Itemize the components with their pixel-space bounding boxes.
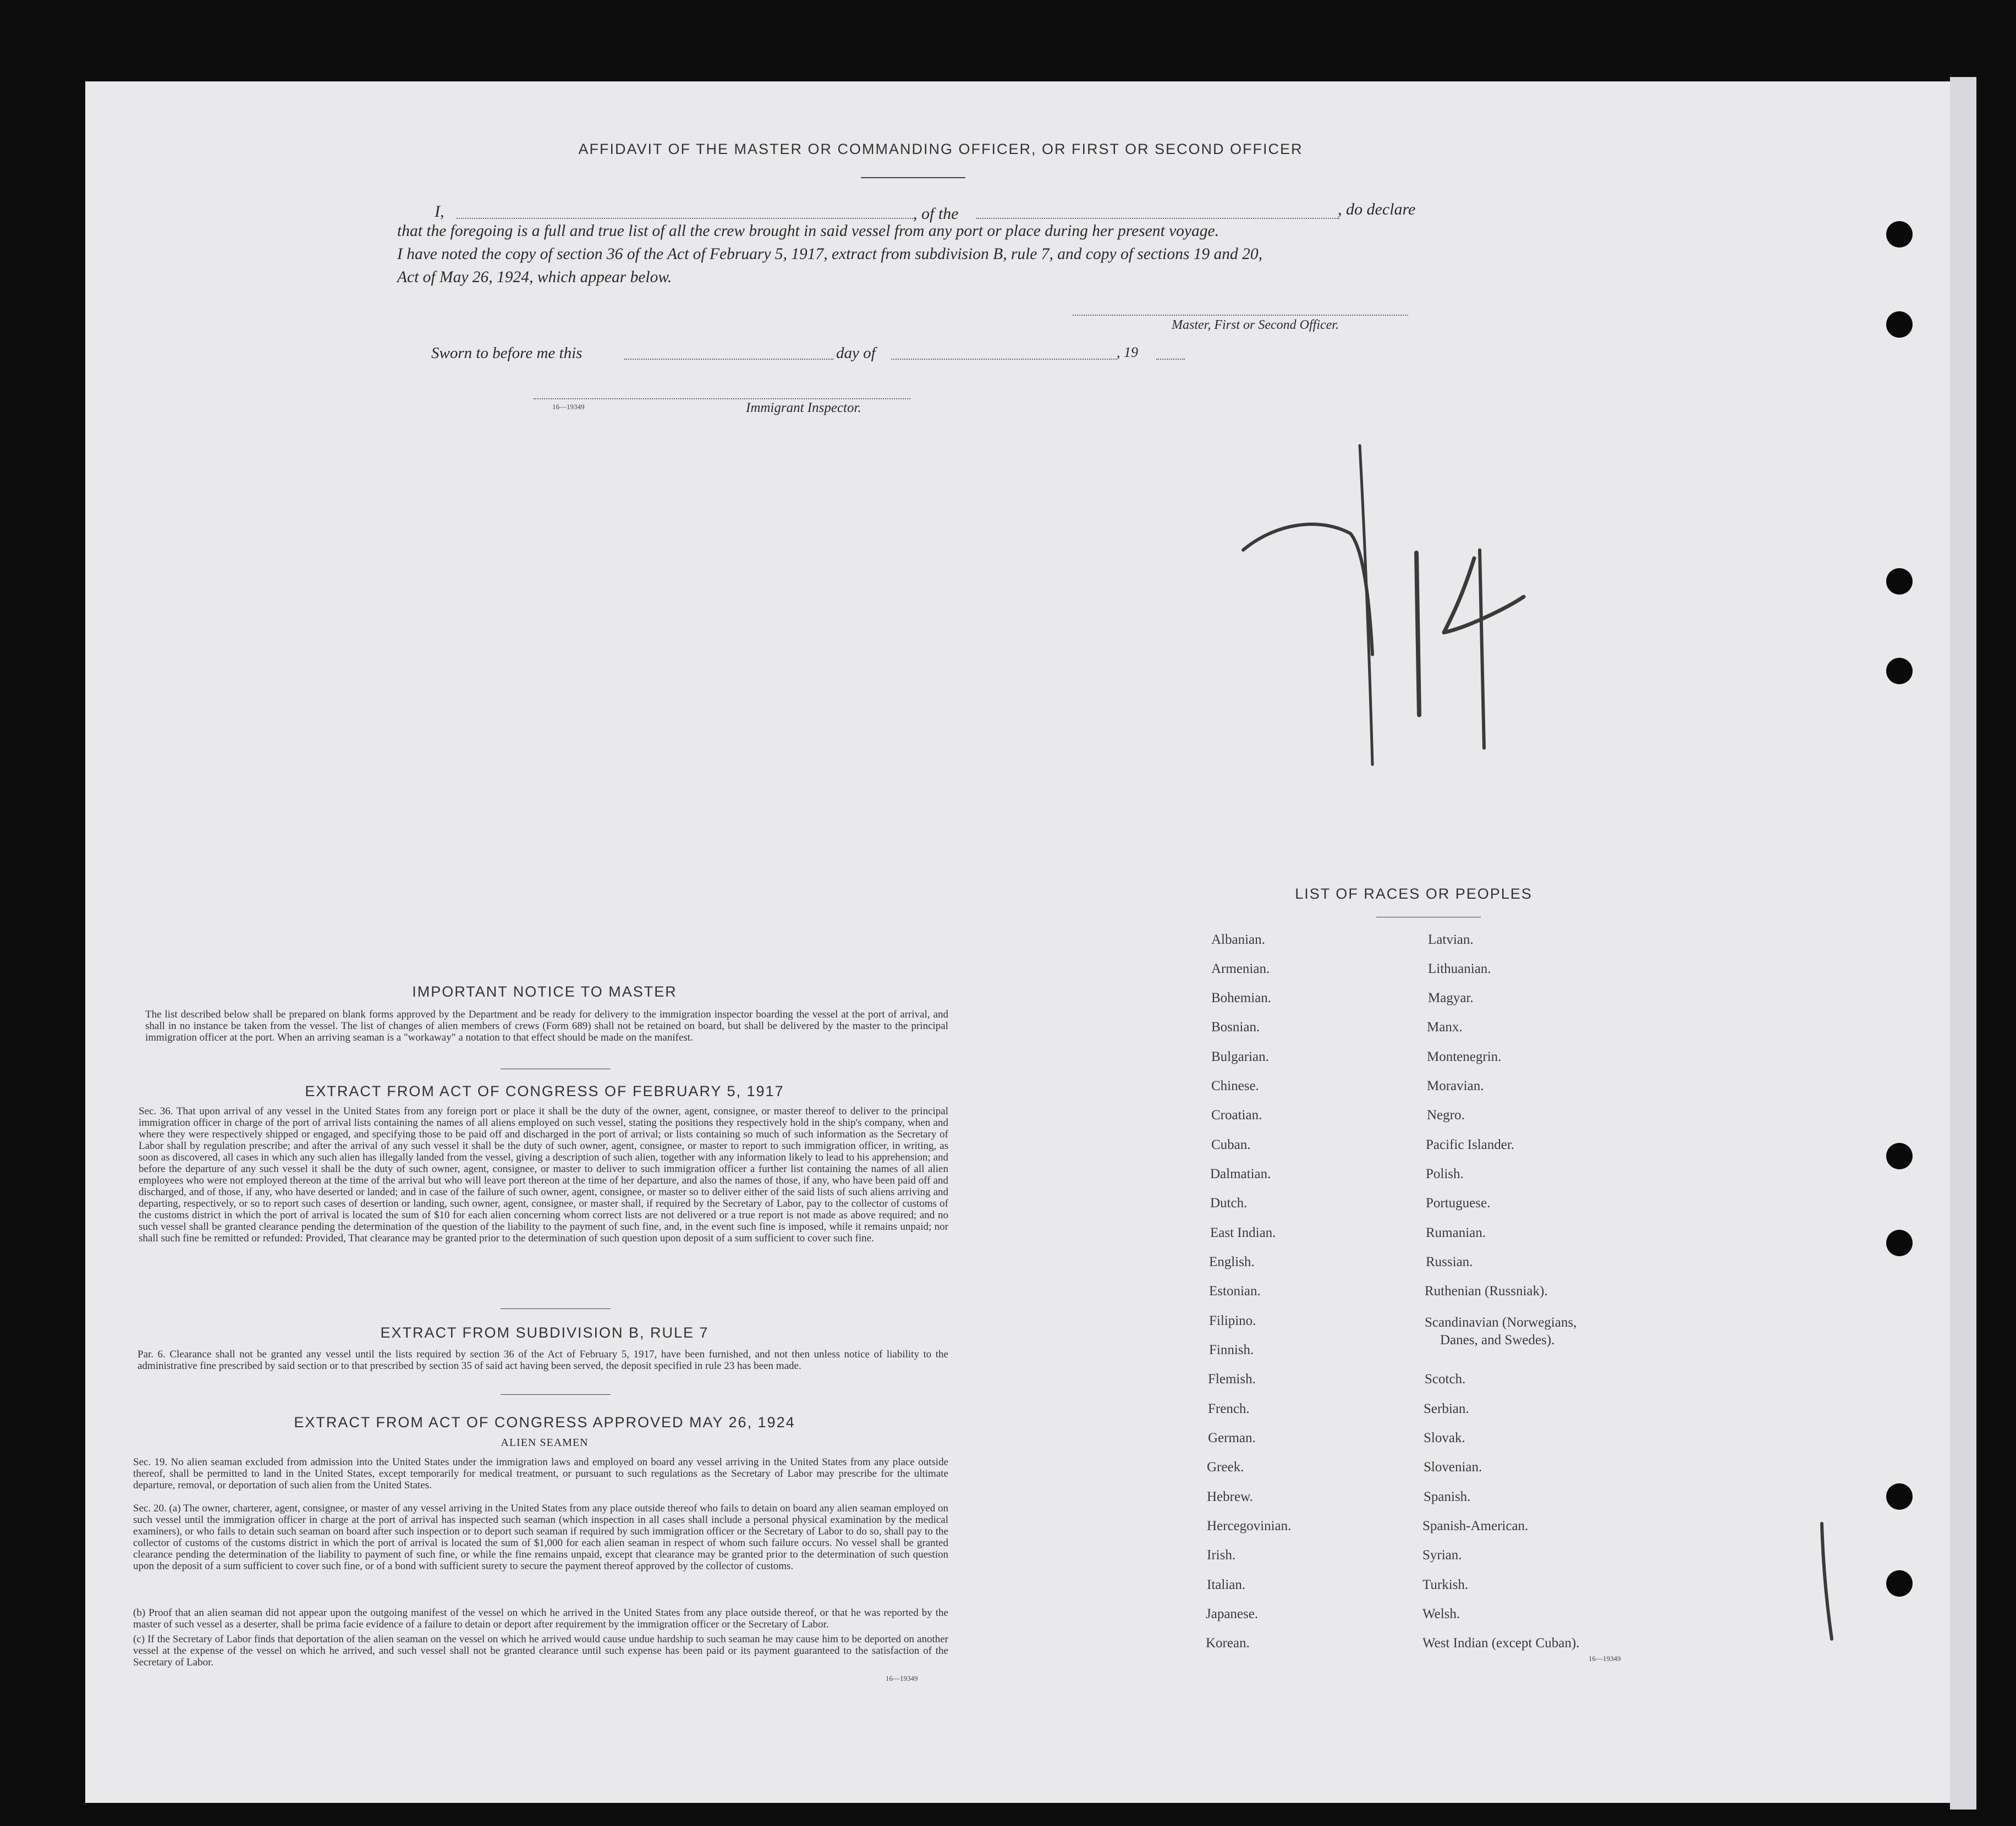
affidavit-line-4: Act of May 26, 1924, which appear below.	[397, 268, 672, 286]
race-left: Dalmatian.	[1210, 1167, 1271, 1181]
race-left: Armenian.	[1211, 961, 1270, 976]
affidavit-declare: , do declare	[1338, 200, 1416, 218]
race-right: Syrian.	[1422, 1548, 1462, 1563]
affidavit-line-2: that the foregoing is a full and true list of all the crew brought in said vessel from any port or place during her present voyage.	[397, 222, 1219, 240]
extract-1924-title: EXTRACT FROM ACT OF CONGRESS APPROVED MAY 26, 1924	[294, 1414, 795, 1431]
race-right: Negro.	[1427, 1108, 1465, 1123]
race-left: English.	[1209, 1255, 1255, 1269]
race-right: Spanish.	[1424, 1489, 1471, 1504]
race-left: German.	[1208, 1431, 1256, 1445]
race-left: Hebrew.	[1207, 1489, 1253, 1504]
race-right: Latvian.	[1428, 932, 1474, 947]
extract-1917-title: EXTRACT FROM ACT OF CONGRESS OF FEBRUARY 5, 1917	[305, 1083, 784, 1099]
name-blank	[457, 218, 913, 219]
race-left: Estonian.	[1209, 1284, 1261, 1299]
binder-hole	[1886, 221, 1913, 248]
race-left: Irish.	[1207, 1548, 1236, 1563]
race-left: Hercegovinian.	[1207, 1519, 1292, 1533]
notice-text: The list described below shall be prepared on blank forms approved by the Department and be ready for delivery to the immigration inspector boarding the vessel at the port of arrival, and shall in no instance be taken from the vessel. The list of changes of alien members of crews (Form 689) shall not be retained on board, but shall be delivered by the master to the principal immigration officer at the port. When an arriving seaman is a "workaway" a notation to that effect should be made on the manifest.	[145, 1009, 948, 1043]
race-right: Pacific Islander.	[1426, 1137, 1515, 1152]
race-right: Spanish-American.	[1422, 1519, 1529, 1533]
binder-hole	[1886, 1230, 1913, 1256]
vessel-blank	[976, 218, 1339, 219]
sworn-month-blank	[891, 359, 1117, 360]
race-right: Portuguese.	[1426, 1196, 1491, 1211]
sec-19-text: Sec. 19. No alien seaman excluded from admission into the United States under the immigration laws and employed on board any vessel arriving in the United States from any place outside thereof, shall be permitted to land in the United States, except temporarily for medical treatment, or pursuant to such regulations as the Secretary of Labor may prescribe for the ultimate departure, removal, or deportation of such alien from the United States.	[133, 1456, 948, 1491]
race-right: Montenegrin.	[1427, 1049, 1502, 1064]
alien-seamen-subtitle: ALIEN SEAMEN	[501, 1437, 589, 1449]
race-left: Finnish.	[1209, 1343, 1254, 1357]
race-left: Bulgarian.	[1211, 1049, 1269, 1064]
race-left: Italian.	[1207, 1577, 1246, 1592]
binder-hole	[1886, 311, 1913, 338]
sworn-year-blank	[1156, 359, 1185, 360]
race-right: Slovenian.	[1424, 1460, 1482, 1475]
race-right: Russian.	[1426, 1255, 1473, 1269]
affidavit-title: AFFIDAVIT OF THE MASTER OR COMMANDING OFFICER, OR FIRST OR SECOND OFFICER	[578, 141, 1303, 157]
race-left: East Indian.	[1210, 1225, 1276, 1240]
race-left: Bohemian.	[1211, 991, 1272, 1005]
handwritten-stroke	[1810, 1518, 1843, 1645]
binder-hole	[1886, 658, 1913, 684]
notice-title: IMPORTANT NOTICE TO MASTER	[412, 983, 677, 1000]
race-right: Turkish.	[1422, 1577, 1469, 1592]
binder-hole	[1886, 1483, 1913, 1510]
title-rule	[861, 177, 965, 178]
subdivision-b-text: Par. 6. Clearance shall not be granted any vessel until the lists required by section 36 of the Act of February 5, 1917, have been furnished, and not then unless notice of liability to the administrative fine prescribed by said section or to that prescribed by section 35 of said act having been served, the deposit specified in rule 23 has been made.	[138, 1349, 948, 1372]
race-right: Lithuanian.	[1428, 961, 1491, 976]
race-right: Welsh.	[1422, 1607, 1460, 1621]
race-left: Bosnian.	[1211, 1020, 1260, 1035]
handwritten-mark-7-14	[1232, 440, 1540, 781]
form-number-bottom-left: 16—19349	[886, 1674, 918, 1682]
race-left: Greek.	[1207, 1460, 1244, 1475]
master-label: Master, First or Second Officer.	[1172, 318, 1339, 332]
section-rule	[501, 1308, 611, 1309]
race-left: Cuban.	[1211, 1137, 1251, 1152]
race-right: Rumanian.	[1426, 1225, 1486, 1240]
race-left: Flemish.	[1208, 1372, 1256, 1387]
inspector-label: Immigrant Inspector.	[746, 400, 861, 415]
race-right: Manx.	[1427, 1020, 1463, 1035]
extract-1917-text: Sec. 36. That upon arrival of any vessel in the United States from any foreign port or place it shall be the duty of the owner, agent, consignee, or master thereof to deliver to the principal immigration officer in charge of the port of arrival lists containing the names of all aliens employed on such vessel, stating the positions they respectively hold in the ship's company, when and where they were respectively shipped or engaged, and specifying those to be paid off and discharged in the port of arrival; or lists containing so much of such information as the Secretary of Labor shall by regulation prescribe; and after the arrival of any such vessel it shall be the duty of such owner, agent, consignee, or master to report to such immigration officer, in writing, as soon as discovered, all cases in which any such alien has illegally landed from the vessel, giving a description of such alien, together with any information likely to lead to his apprehension; and before the departure of any such vessel it shall be the duty of such owner, agent, consignee, or master to deliver to such immigration officer a further list containing the names of all alien employees who were not employed thereon at the time of the arrival but who will leave port thereon at the time of her departure, and also the names of those, if any, who have been paid off and discharged, and of those, if any, who have deserted or landed; and in case of the failure of such owner, agent, consignee, or master so to deliver either of the said lists of such aliens arriving and departing, respectively, or so to report such cases of desertion or landing, such owner, agent, consignee, or master shall, if required by the Secretary of Labor, pay to the collector of customs of the customs district in which the port of arrival is located the sum of $10 for each alien concerning whom correct lists are not delivered or a true report is not made as above required; and no such vessel shall be granted clearance pending the determination of the question of the liability to the payment of such fine, and, in the event such fine is imposed, while it remains unpaid; nor shall such fine be remitted or refunded: Provided, That clearance may be granted prior to the determination of such question upon deposit of a sum sufficient to cover such fine.	[139, 1106, 948, 1244]
race-right: Moravian.	[1427, 1079, 1484, 1093]
sworn-day-blank	[624, 359, 833, 360]
race-left: Dutch.	[1210, 1196, 1248, 1211]
races-title: LIST OF RACES OR PEOPLES	[1295, 886, 1532, 902]
affidavit-i: I,	[435, 202, 444, 221]
race-right: Scotch.	[1425, 1372, 1466, 1387]
race-left: French.	[1208, 1401, 1250, 1416]
race-right: Serbian.	[1424, 1401, 1469, 1416]
sec-20a-text: Sec. 20. (a) The owner, charterer, agent, consignee, or master of any vessel arriving in the United States from any place outside thereof who fails to detain on board any alien seaman employed on such vessel until the immigration officer in charge at the port of arrival has inspected such seaman (which inspection in all cases shall include a personal physical examination by the medical examiners), or who fails to detain such seaman on board after such inspection or to deport such seaman if required by such immigration officer or the Secretary of Labor to do so, shall pay to the collector of customs of the customs district in which the port of arrival is located the sum of $1,000 for each alien seaman in respect of whom such failure occurs. No vessel shall be granted clearance pending the determination of the liability to payment of such fine, or while the fine remains unpaid, except that clearance may be granted prior to the determination of such question upon the deposit of a sum sufficient to cover such fine, or of a bond with sufficient surety to secure the payment thereof approved by the collector of customs.	[133, 1503, 948, 1572]
sec-20b-text: (b) Proof that an alien seaman did not appear upon the outgoing manifest of the vessel on which he arrived in the United States from any place outside thereof, or that he was reported by the master of such vessel as a deserter, shall be prima facie evidence of a failure to detain or deport after requirement by the immigration officer or the Secretary of Labor.	[133, 1607, 948, 1630]
day-of-label: day of	[836, 344, 876, 362]
master-signature-line	[1073, 315, 1408, 316]
section-rule	[501, 1394, 611, 1395]
race-right-continuation: Danes, and Swedes).	[1440, 1333, 1555, 1348]
race-right: West Indian (except Cuban).	[1422, 1636, 1580, 1651]
form-number-bottom-right: 16—19349	[1589, 1654, 1621, 1663]
race-left: Chinese.	[1211, 1079, 1259, 1093]
binder-hole	[1886, 568, 1913, 595]
race-left: Japanese.	[1206, 1607, 1259, 1621]
race-right: Slovak.	[1424, 1431, 1465, 1445]
year-label: , 19	[1117, 344, 1138, 360]
binder-hole	[1886, 1143, 1913, 1169]
race-left: Croatian.	[1211, 1108, 1262, 1123]
race-left: Albanian.	[1211, 932, 1265, 947]
race-right: Scandinavian (Norwegians,	[1425, 1315, 1577, 1330]
affidavit-of-the: , of the	[913, 205, 959, 223]
affidavit-line-3: I have noted the copy of section 36 of the Act of February 5, 1917, extract from subdivision B, rule 7, and copy of sections 19 and 20,	[397, 245, 1263, 263]
race-left: Filipino.	[1209, 1313, 1256, 1328]
binder-hole	[1886, 1570, 1913, 1597]
inspector-signature-line	[534, 398, 910, 399]
form-number-top: 16—19349	[552, 403, 585, 411]
subdivision-b-title: EXTRACT FROM SUBDIVISION B, RULE 7	[380, 1324, 709, 1341]
page-edge	[1950, 77, 1976, 1810]
race-right: Polish.	[1426, 1167, 1464, 1181]
race-right: Magyar.	[1428, 991, 1474, 1005]
sworn-label: Sworn to before me this	[431, 344, 583, 362]
race-right: Ruthenian (Russniak).	[1425, 1284, 1548, 1299]
sec-20c-text: (c) If the Secretary of Labor finds that deportation of the alien seaman on the vessel on which he arrived would cause undue hardship to such seaman he may cause him to be deported on another vessel at the expense of the vessel on which he arrived, and such vessel shall not be granted clearance until such expense has been paid or its payment guaranteed to the satisfaction of the Secretary of Labor.	[133, 1634, 948, 1668]
race-left: Korean.	[1206, 1636, 1250, 1651]
